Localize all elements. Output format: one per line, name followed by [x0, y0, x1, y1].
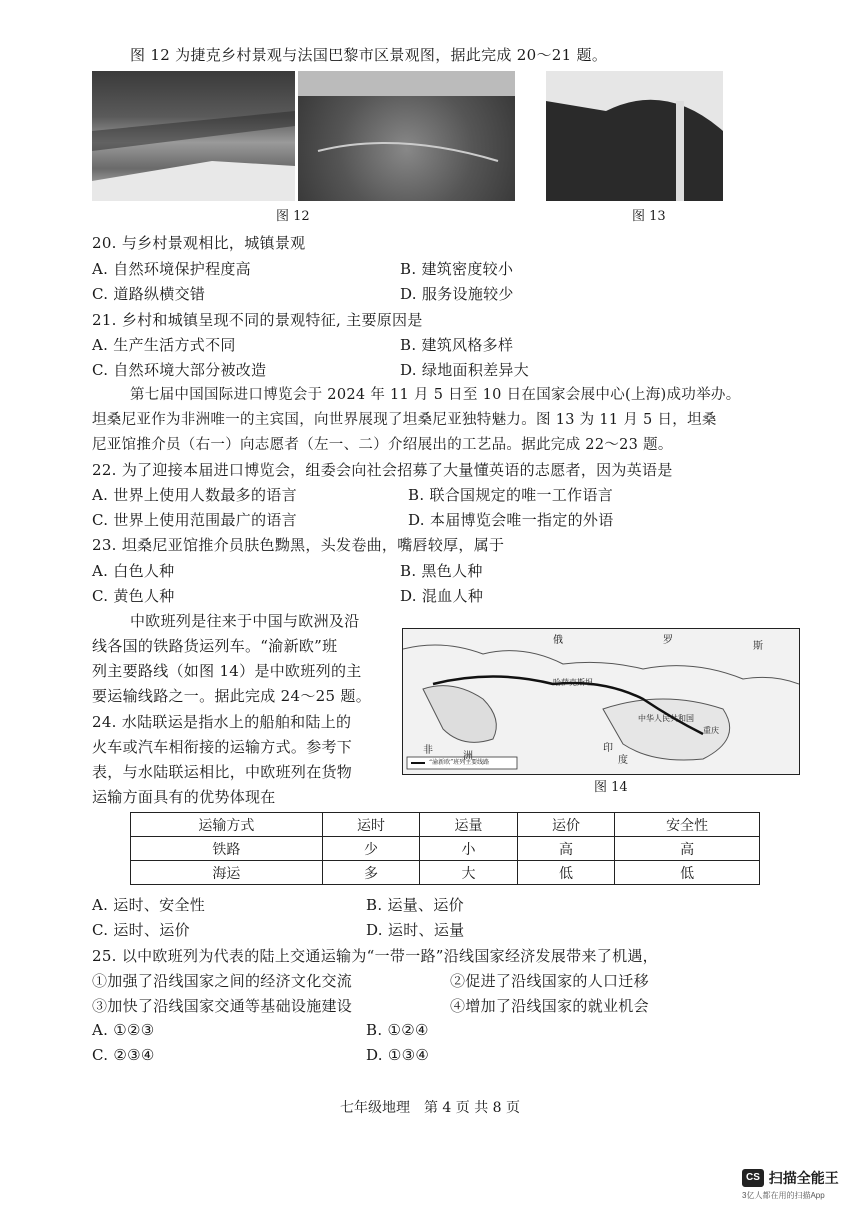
table-cell: 高: [517, 837, 615, 861]
table-cell: 海运: [131, 861, 323, 885]
table-cell: 低: [517, 861, 615, 885]
q24-option-b: B. 运量、运价: [366, 896, 464, 914]
map-label-russia-3: 斯: [753, 641, 763, 652]
q25-option-c: C. ②③④: [92, 1046, 155, 1064]
q24-option-c: C. 运时、运价: [92, 921, 190, 939]
intro-rail-line4: 要运输线路之一。据此完成 24～25 题。: [92, 687, 372, 705]
map-label-india-2: 度: [618, 755, 628, 766]
q24-option-d: D. 运时、运量: [366, 921, 465, 939]
map-label-russia-1: 俄: [553, 635, 563, 646]
q20-option-c: C. 道路纵横交错: [92, 285, 206, 303]
q23-option-d: D. 混血人种: [400, 587, 484, 605]
czech-village-photo: [92, 71, 295, 201]
q24-stem-line3: 表，与水陆联运相比，中欧班列在货物: [92, 763, 353, 781]
q24-stem-line2: 火车或汽车相衔接的运输方式。参考下: [92, 738, 353, 756]
q24-stem-line1: 24. 水陆联运是指水上的船舶和陆上的: [92, 713, 352, 731]
map-label-africa-2: 洲: [463, 751, 473, 762]
intro-expo-line3: 尼亚馆推介员（右一）向志愿者（左一、二）介绍展出的工艺品。据此完成 22～23 题。: [92, 437, 673, 453]
table-cell: 大: [420, 861, 518, 885]
intro-expo-line2: 坦桑尼亚作为非洲唯一的主宾国，向世界展现了坦桑尼亚独特魅力。图 13 为 11 月 5 日，坦桑: [92, 412, 717, 428]
intro-fig12: 图 12 为捷克乡村景观与法国巴黎市区景观图，据此完成 20～21 题。: [130, 46, 608, 64]
map-label-china: 中华人民共和国: [638, 714, 694, 723]
q22-option-c: C. 世界上使用范围最广的语言: [92, 511, 297, 529]
table-header: 运输方式: [131, 813, 323, 837]
q20-option-a: A. 自然环境保护程度高: [92, 260, 251, 278]
q20-stem: 20. 与乡村景观相比，城镇景观: [92, 234, 306, 252]
table-header: 运价: [517, 813, 615, 837]
q25-statement-1: ①加强了沿线国家之间的经济文化交流: [92, 972, 353, 990]
q23-stem: 23. 坦桑尼亚馆推介员肤色黝黑，头发卷曲，嘴唇较厚，属于: [92, 536, 505, 554]
map-label-kazakhstan: 哈萨克斯坦: [553, 678, 593, 687]
table-cell: 多: [322, 861, 420, 885]
fig12-caption: 图 12: [276, 209, 310, 224]
table-cell: 铁路: [131, 837, 323, 861]
map-label-chongqing: 重庆: [703, 726, 719, 735]
q24-option-a: A. 运时、安全性: [92, 896, 206, 914]
q21-stem: 21. 乡村和城镇呈现不同的景观特征, 主要原因是: [92, 311, 423, 329]
table-header: 运量: [420, 813, 518, 837]
table-header: 安全性: [615, 813, 760, 837]
scanner-name: 扫描全能王: [768, 1170, 839, 1186]
q25-option-d: D. ①③④: [366, 1046, 430, 1064]
q21-option-c: C. 自然环境大部分被改造: [92, 361, 267, 379]
map-label-india-1: 印: [603, 743, 613, 754]
scanner-tagline: 3亿人都在用的扫描App: [742, 1191, 825, 1200]
transport-table: [130, 812, 760, 885]
q22-stem: 22. 为了迎接本届进口博览会，组委会向社会招募了大量懂英语的志愿者，因为英语是: [92, 461, 673, 479]
table-cell: 高: [615, 837, 760, 861]
q22-option-b: B. 联合国规定的唯一工作语言: [408, 486, 614, 504]
q25-option-a: A. ①②③: [92, 1021, 155, 1039]
q21-option-b: B. 建筑风格多样: [400, 336, 514, 354]
q25-statement-2: ②促进了沿线国家的人口迁移: [450, 972, 649, 990]
scanner-logo: [742, 1168, 839, 1201]
intro-rail-line1: 中欧班列是往来于中国与欧洲及沿: [130, 612, 360, 630]
q25-option-b: B. ①②④: [366, 1021, 429, 1039]
q22-option-d: D. 本届博览会唯一指定的外语: [408, 511, 614, 529]
q21-option-d: D. 绿地面积差异大: [400, 361, 530, 379]
table-header: 运时: [322, 813, 420, 837]
intro-expo-line1: 第七届中国国际进口博览会于 2024 年 11 月 5 日至 10 日在国家会展中心(上海)成功举办。: [130, 387, 741, 403]
q23-option-c: C. 黄色人种: [92, 587, 175, 605]
q25-statement-3: ③加快了沿线国家交通等基础设施建设: [92, 997, 353, 1015]
q20-option-b: B. 建筑密度较小: [400, 260, 514, 278]
table-cell: 少: [322, 837, 420, 861]
rail-route-map: [402, 628, 800, 775]
q20-option-d: D. 服务设施较少: [400, 285, 514, 303]
q23-option-b: B. 黑色人种: [400, 562, 483, 580]
q23-option-a: A. 白色人种: [92, 562, 175, 580]
fig14-caption: 图 14: [594, 780, 628, 795]
cs-badge-icon: CS: [742, 1169, 764, 1187]
q25-statement-4: ④增加了沿线国家的就业机会: [450, 997, 649, 1015]
map-label-russia-2: 罗: [663, 635, 673, 646]
q25-stem: 25. 以中欧班列为代表的陆上交通运输为“一带一路”沿线国家经济发展带来了机遇，: [92, 947, 658, 965]
q24-stem-line4: 运输方面具有的优势体现在: [92, 788, 276, 806]
map-label-africa-1: 非: [423, 745, 433, 756]
paris-city-photo: [298, 71, 515, 201]
q22-option-a: A. 世界上使用人数最多的语言: [92, 486, 297, 504]
table-cell: 小: [420, 837, 518, 861]
intro-rail-line2: 线各国的铁路货运列车。“渝新欧”班: [92, 637, 338, 655]
table-row: [131, 837, 760, 861]
page-footer: 七年级地理 第 4 页 共 8 页: [339, 1100, 521, 1116]
expo-photo: [546, 71, 723, 201]
intro-rail-line3: 列主要路线（如图 14）是中欧班列的主: [92, 662, 362, 680]
fig13-caption: 图 13: [632, 209, 666, 224]
table-header-row: [131, 813, 760, 837]
q21-option-a: A. 生产生活方式不同: [92, 336, 236, 354]
table-row: [131, 861, 760, 885]
map-legend: “渝新欧”班列主要线路: [429, 759, 490, 766]
table-cell: 低: [615, 861, 760, 885]
